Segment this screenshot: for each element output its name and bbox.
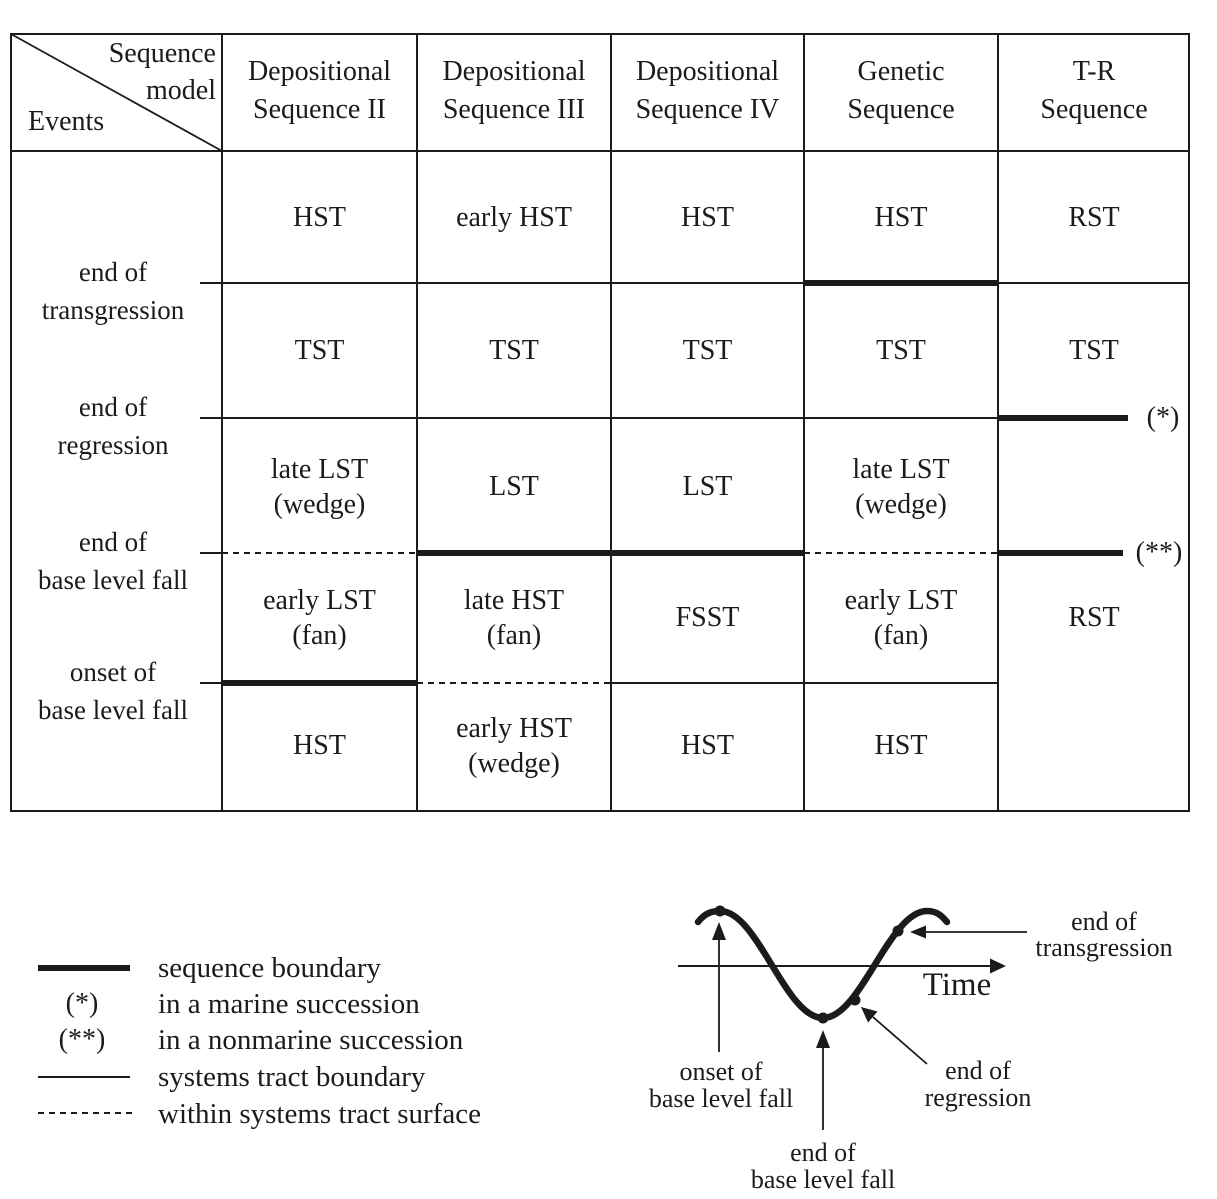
legend-thin-line-swatch: [38, 1076, 130, 1078]
legend-label-sequence-boundary: sequence boundary: [158, 952, 382, 984]
curve-label-onset-of-fall: onset of base level fall: [648, 1057, 794, 1113]
cell-genetic-row1: HST: [874, 202, 928, 233]
event-onset-of-base-level-fall: onset of base level fall: [38, 657, 188, 725]
curve-label-end-of-regression: end of regression: [924, 1056, 1032, 1112]
cell-genetic-row2: TST: [876, 335, 926, 366]
onset-arrowhead-icon: [712, 922, 726, 940]
cell-tr-merged-rst: RST: [1068, 602, 1120, 633]
systems-tract-boundary-line: [998, 282, 1190, 284]
cell-genetic-row4: early LST (fan): [844, 585, 958, 651]
cell-dep4-row2: TST: [682, 335, 733, 366]
cell-dep4-row1: HST: [681, 202, 734, 233]
event-tick: [200, 682, 222, 684]
end-of-transgression-dot: [893, 926, 904, 937]
curve-label-end-of-transgression: end of transgression: [1035, 907, 1173, 962]
cell-dep4-row4: FSST: [675, 602, 740, 633]
time-axis-label: Time: [922, 967, 992, 1003]
legend-dashed-line-swatch: [38, 1112, 132, 1114]
onset-of-fall-dot: [715, 906, 726, 917]
legend-label-nonmarine: in a nonmarine succession: [158, 1024, 464, 1056]
cell-dep2-row3: late LST (wedge): [270, 454, 369, 520]
cell-dep2-row4: early LST (fan): [263, 585, 376, 651]
legend-label-marine: in a marine succession: [158, 988, 420, 1020]
cell-dep3-row2: TST: [489, 335, 539, 366]
header-tr-sequence: T-R Sequence: [1040, 56, 1148, 125]
sequence-boundary-line: [416, 550, 804, 556]
header-depositional-sequence-3: Depositional Sequence III: [442, 56, 586, 125]
cell-tr-row2: TST: [1069, 335, 1119, 366]
header-depositional-sequence-2: Depositional Sequence II: [247, 56, 392, 125]
cell-dep3-row5: early HST (wedge): [456, 713, 572, 779]
marine-marker: (*): [1146, 402, 1180, 433]
cell-dep2-row1: HST: [293, 202, 346, 233]
sequence-boundary-nonmarine-line: [998, 550, 1123, 556]
cell-dep3-row1: early HST: [456, 202, 572, 233]
systems-tract-boundary-line: [611, 682, 998, 684]
legend-label-systems-tract-boundary: systems tract boundary: [158, 1061, 426, 1093]
sequence-boundary-line: [803, 280, 999, 286]
table-border-bottom: [10, 810, 1190, 812]
systems-tract-boundary-line: [222, 417, 998, 419]
event-tick: [200, 417, 222, 419]
cell-dep4-row3: LST: [682, 471, 733, 502]
end-transgression-arrowhead-icon: [910, 926, 926, 939]
cell-dep3-row4: late HST (fan): [463, 585, 565, 651]
corner-label-sequence-model: Sequence model: [108, 38, 216, 106]
nonmarine-marker: (**): [1135, 537, 1183, 568]
sequence-model-table: [10, 33, 1190, 812]
cell-dep4-row5: HST: [681, 730, 734, 761]
systems-tract-boundary-line: [222, 282, 804, 284]
legend-thick-line-swatch: [38, 965, 130, 971]
cell-dep3-row3: LST: [489, 471, 539, 502]
cell-genetic-row5: HST: [874, 730, 928, 761]
event-end-of-transgression: end of transgression: [41, 257, 185, 325]
cell-dep2-row2: TST: [294, 335, 345, 366]
event-tick: [200, 282, 222, 284]
legend-nonmarine-symbol: (**): [58, 1024, 106, 1055]
cell-genetic-row3: late LST (wedge): [852, 454, 950, 520]
event-end-of-regression: end of regression: [57, 392, 169, 460]
within-systems-tract-line: [222, 552, 417, 554]
curve-label-end-of-fall: end of base level fall: [750, 1138, 896, 1194]
within-systems-tract-line: [804, 552, 998, 554]
header-genetic-sequence: Genetic Sequence: [847, 56, 955, 125]
within-systems-tract-line: [417, 682, 611, 684]
sequence-boundary-line: [221, 680, 417, 686]
corner-label-events: Events: [28, 106, 105, 137]
event-tick: [200, 552, 222, 554]
event-end-of-base-level-fall: end of base level fall: [38, 527, 188, 595]
sequence-boundary-marine-line: [998, 415, 1128, 421]
end-regression-arrowhead-icon: [861, 1007, 878, 1023]
legend-label-within-systems-tract: within systems tract surface: [158, 1098, 481, 1130]
cell-tr-row1: RST: [1068, 202, 1120, 233]
legend-marine-symbol: (*): [65, 988, 99, 1019]
end-of-fall-dot: [818, 1013, 829, 1024]
end-fall-arrowhead-icon: [816, 1030, 830, 1048]
header-depositional-sequence-4: Depositional Sequence IV: [635, 56, 780, 125]
end-of-regression-dot: [850, 995, 861, 1006]
cell-dep2-row5: HST: [293, 730, 346, 761]
